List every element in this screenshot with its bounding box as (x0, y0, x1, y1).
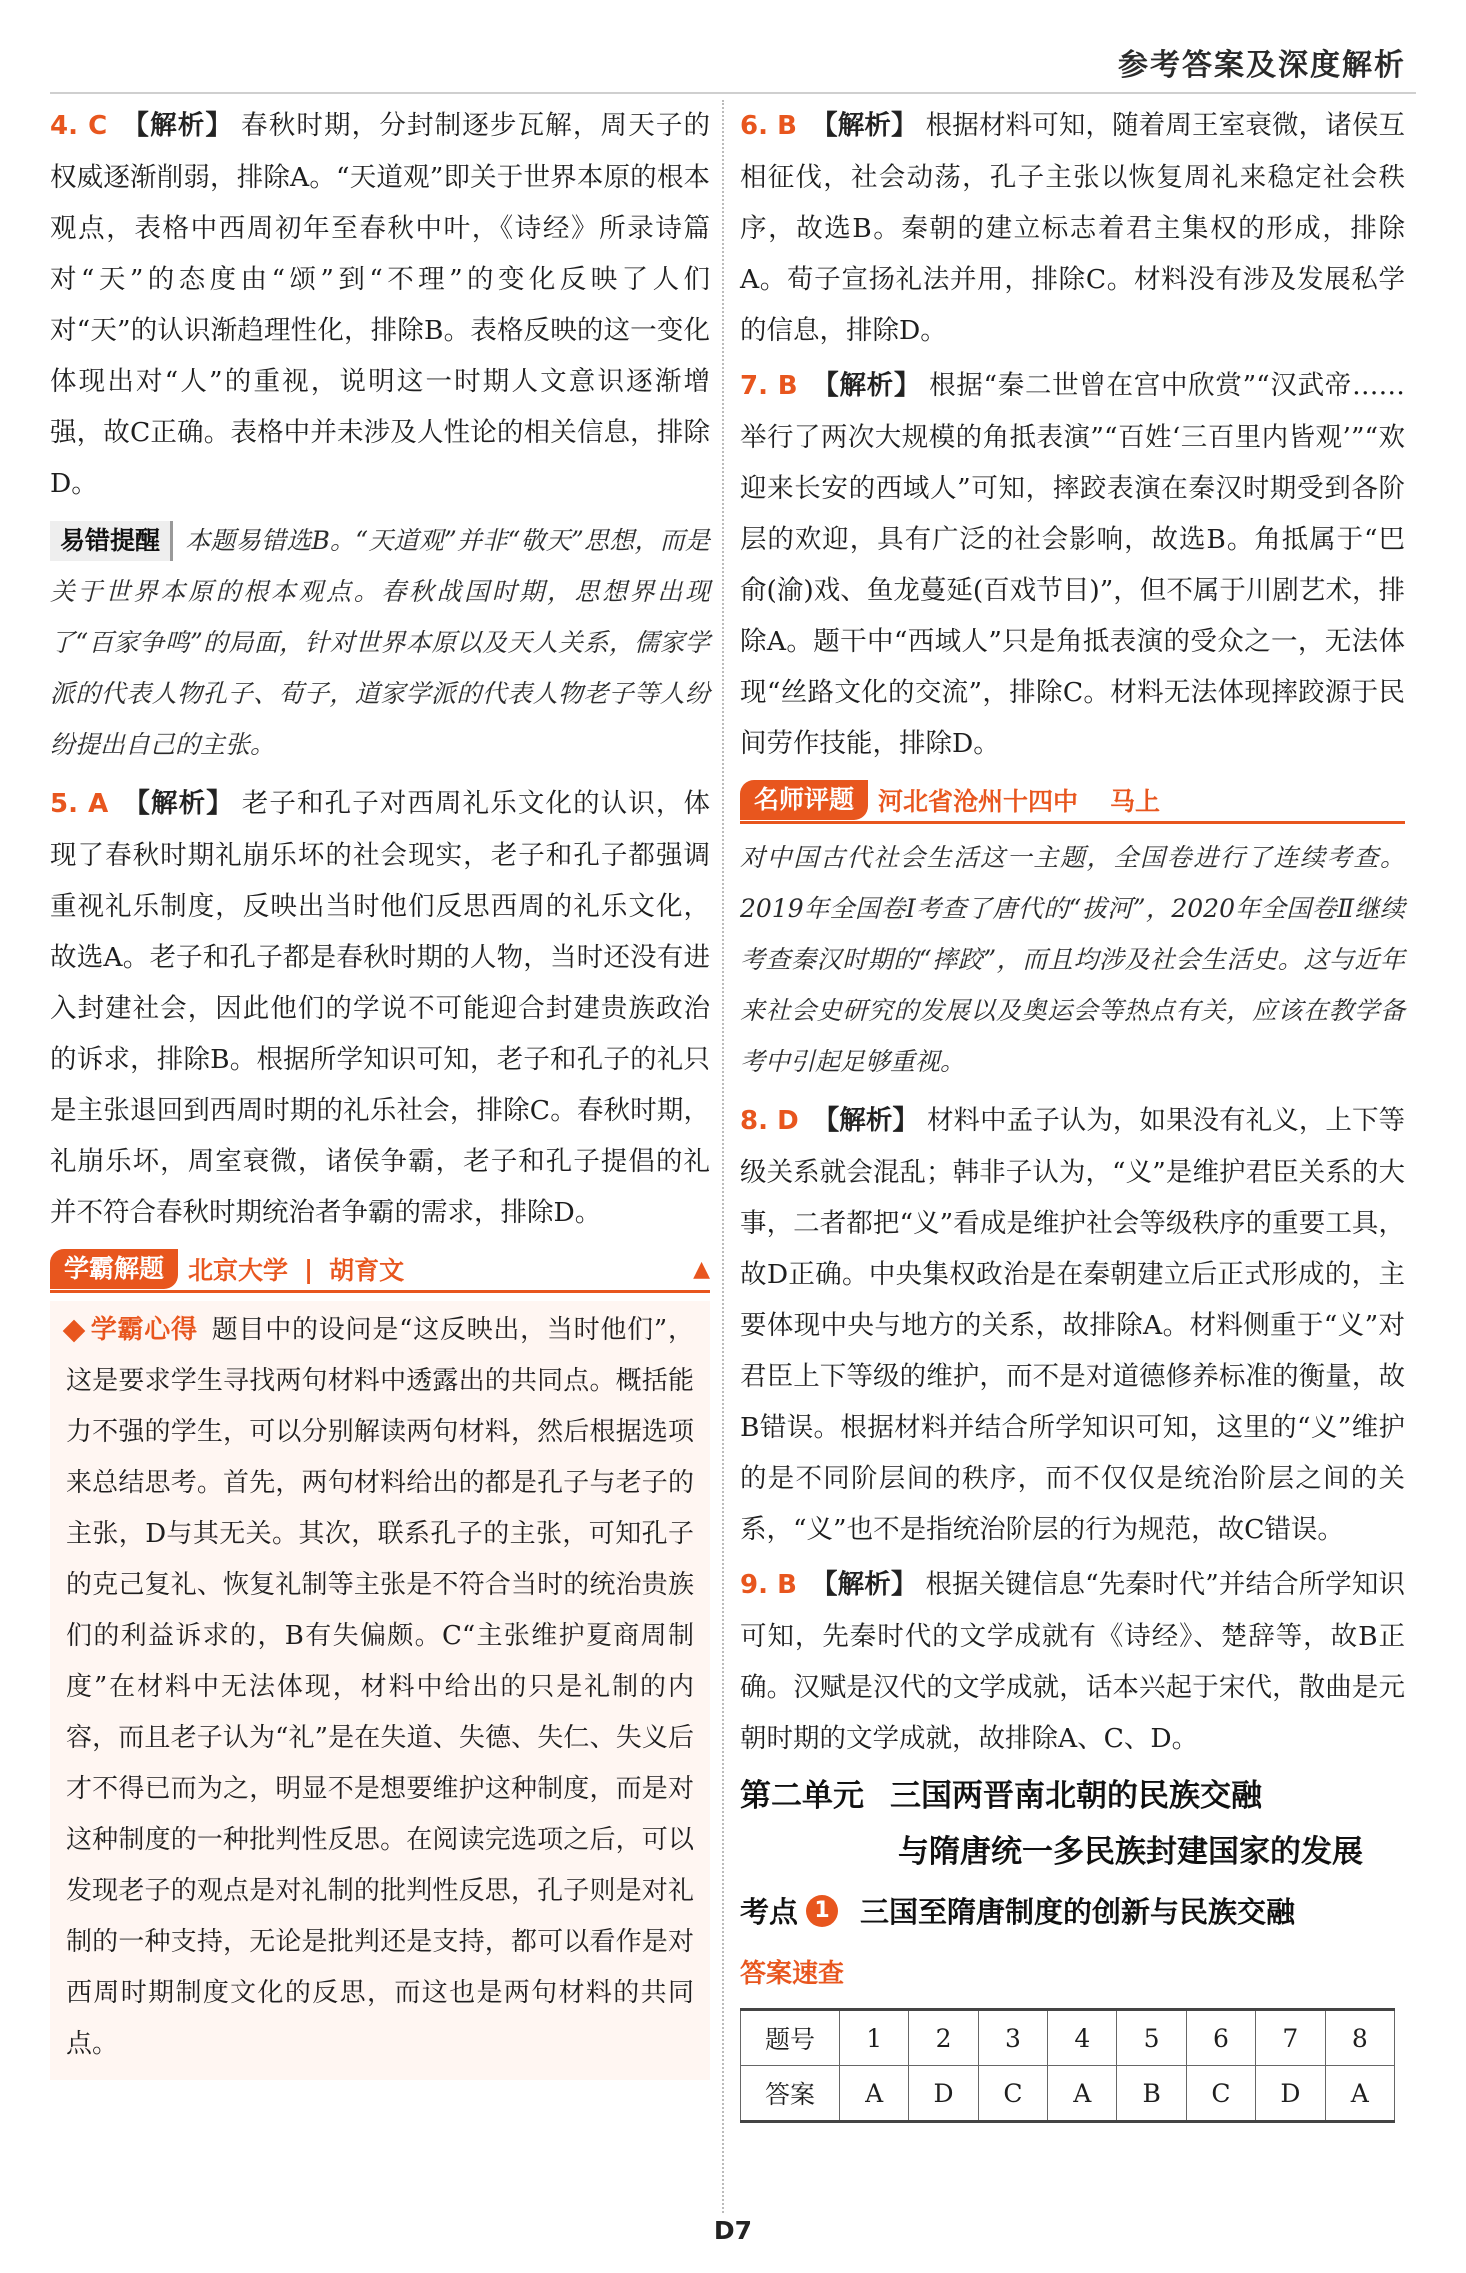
analysis-label: 【解析】 (810, 110, 918, 141)
analysis-label: 【解析】 (122, 788, 234, 819)
table-cell: 1 (840, 2010, 909, 2066)
page-header: 参考答案及深度解析 (1118, 48, 1406, 83)
mingshi-pill: 名师评题 (740, 780, 868, 820)
question-number: 7. B (740, 371, 798, 401)
mingshi-text: 对中国古代社会生活这一主题，全国卷进行了连续考查。2019年全国卷Ⅰ考查了唐代的“拔河”，2020年全国卷Ⅱ继续考查秦汉时期的“摔跤”，而且均涉及社会生活史。这与近年来社会史研究的发展以及奥运会等热点有关，应该在教学备考中引起足够重视。 (740, 843, 1405, 1076)
table-cell: 5 (1117, 2010, 1186, 2066)
analysis-label: 【解析】 (812, 1105, 919, 1136)
analysis-text: 根据关键信息“先秦时代”并结合所学知识可知，先秦时代的文学成就有《诗经》、楚辞等，故B正确。汉赋是汉代的文学成就，话本兴起于宋代，散曲是元朝时期的文学成就，故排除A、C、D。 (740, 1569, 1405, 1754)
mingshi-school: 河北省沧州十四中 (878, 787, 1079, 816)
xueba-label (66, 1315, 198, 1345)
unit-title-line2: 与隋唐统一多民族封建国家的发展 (898, 1834, 1363, 1870)
kaodian-label: 考点 (740, 1895, 799, 1929)
analysis-text: 材料中孟子认为，如果没有礼义，上下等级关系就会混乱；韩非子认为，“义”是维护君臣关系的大事，二者都把“义”看成是维护社会等级秩序的重要工具，故D正确。中央集权政治是在秦朝建立后正式形成的，主要体现中央与地方的关系，故排除A。材料侧重于“义”对君臣上下等级的维护，而不是对道德修养标准的衡量，故B错误。根据材料并结合所学知识可知，这里的“义”维护的是不同阶层间的秩序，而不仅仅是统治阶层之间的关系，“义”也不是指统治阶层的行为规范，故C错误。 (740, 1105, 1406, 1545)
table-cell: 4 (1048, 2010, 1117, 2066)
table-cell: A (1048, 2066, 1117, 2122)
table-cell: 3 (978, 2010, 1047, 2066)
answer-table (740, 2008, 1395, 2123)
table-cell: D (909, 2066, 978, 2122)
analysis-text: 根据材料可知，随着周王室衰微，诸侯互相征伐，社会动荡，孔子主张以恢复周礼来稳定社会秩序，故选B。秦朝的建立标志着君主集权的形成，排除A。荀子宣扬礼法并用，排除C。材料没有涉及发展私学的信息，排除D。 (740, 110, 1406, 346)
header-rule (50, 92, 1416, 94)
analysis-label: 【解析】 (811, 370, 922, 401)
page-number: D7 (713, 2216, 753, 2245)
question-5 (50, 778, 710, 1238)
question-6 (740, 100, 1405, 356)
table-cell: A (1325, 2066, 1394, 2122)
left-column (50, 100, 710, 2080)
table-header-cell: 题号 (741, 2010, 840, 2066)
question-9 (740, 1559, 1405, 1764)
question-number: 4. C (50, 111, 108, 141)
right-column (740, 100, 1405, 2123)
kaodian-number: 1 (806, 1895, 838, 1927)
question-number: 8. D (740, 1106, 799, 1136)
table-cell: B (1117, 2066, 1186, 2122)
unit-number: 第二单元 (740, 1778, 864, 1814)
kaodian-title: 三国至隋唐制度的创新与民族交融 (860, 1895, 1296, 1929)
table-cell: D (1256, 2066, 1325, 2122)
answer-quick-check-label: 答案速查 (740, 1959, 845, 1989)
unit-heading (740, 1768, 1405, 1880)
table-cell: C (978, 2066, 1047, 2122)
question-number: 5. A (50, 789, 109, 819)
error-tip (50, 515, 710, 770)
table-cell: 6 (1186, 2010, 1255, 2066)
question-number: 9. B (740, 1570, 797, 1600)
question-8 (740, 1095, 1405, 1555)
analysis-label: 【解析】 (121, 110, 234, 141)
table-cell: C (1186, 2066, 1255, 2122)
xueba-box (50, 1301, 710, 2080)
error-tip-text: 本题易错选B。“天道观”并非“敬天”思想，而是关于世界本原的根本观点。春秋战国时期，思想界出现了“百家争鸣”的局面，针对世界本原以及天人关系，儒家学派的代表人物孔子、荀子，道家学派的代表人物老子等人纷纷提出自己的主张。 (50, 526, 710, 759)
table-row (741, 2010, 1395, 2066)
table-cell: 7 (1256, 2010, 1325, 2066)
mingshi-name: 马上 (1110, 787, 1161, 816)
error-tip-badge: 易错提醒 (50, 521, 173, 561)
question-4 (50, 100, 710, 509)
kaodian-heading (740, 1890, 1405, 1931)
analysis-text: 根据“秦二世曾在宫中欣赏”“汉武帝……举行了两次大规模的角抵表演”“百姓‘三百里内皆观’”“欢迎来长安的西域人”可知，摔跤表演在秦汉时期受到各阶层的欢迎，具有广泛的社会影响，故选B。角抵属于“巴俞(渝)戏、鱼龙蔓延(百戏节目)”，但不属于川剧艺术，排除A。题干中“西域人”只是角抵表演的受众之一，无法体现“丝路文化的交流”，排除C。材料无法体现摔跤源于民间劳作技能，排除D。 (740, 370, 1405, 759)
analysis-text: 老子和孔子对西周礼乐文化的认识，体现了春秋时期礼崩乐坏的社会现实，老子和孔子都强调重视礼乐制度，反映出当时他们反思西周的礼乐文化，故选A。老子和孔子都是春秋时期的人物，当时还没有进入封建社会，因此他们的学说不可能迎合封建贵族政治的诉求，排除B。根据所学知识可知，老子和孔子的礼只是主张退回到西周时期的礼乐社会，排除C。春秋时期，礼崩乐坏，周室衰微，诸侯争霸，老子和孔子提倡的礼并不符合春秋时期统治者争霸的需求，排除D。 (50, 788, 711, 1228)
xueba-pill: 学霸解题 (50, 1249, 178, 1289)
table-cell: A (840, 2066, 909, 2122)
analysis-text: 春秋时期，分封制逐步瓦解，周天子的权威逐渐削弱，排除A。“天道观”即关于世界本原的根本观点，表格中西周初年至春秋中叶，《诗经》所录诗篇对“天”的态度由“颂”到“不理”的变化反映了人们对“天”的认识渐趋理性化，排除B。表格反映的这一变化体现出对“人”的重视，说明这一时期人文意识逐渐增强，故C正确。表格中并未涉及人性论的相关信息，排除D。 (50, 110, 711, 499)
xueba-banner (50, 1248, 710, 1293)
table-cell: 8 (1325, 2010, 1394, 2066)
xueba-label-text: 学霸心得 (90, 1315, 198, 1345)
xueba-school: 北京大学 (188, 1256, 289, 1285)
analysis-label: 【解析】 (810, 1569, 918, 1600)
mingshi-banner (740, 779, 1405, 824)
xueba-text: 题目中的设问是“这反映出，当时他们”，这是要求学生寻找两句材料中透露出的共同点。概括能力不强的学生，可以分别解读两句材料，然后根据选项来总结思考。首先，两句材料给出的都是孔子与老子的主张，D与其无关。其次，联系孔子的主张，可知孔子的克己复礼、恢复礼制等主张是不符合当时的统治贵族们的利益诉求的，B有失偏颇。C“主张维护夏商周制度”在材料中无法体现，材料中给出的只是礼制的内容，而且老子认为“礼”是在失道、失德、失仁、失义后才不得已而为之，明显不是想要维护这种制度，而是对这种制度的一种批判性反思。在阅读完选项之后，可以发现老子的观点是对礼制的批判性反思，孔子则是对礼制的一种支持，无论是批判还是支持，都可以看作是对西周时期制度文化的反思，而这也是两句材料的共同点。 (66, 1315, 694, 2059)
pen-icon (63, 1319, 86, 1342)
triangle-icon: ▲ (693, 1256, 710, 1282)
table-row (741, 2066, 1395, 2122)
question-number: 6. B (740, 111, 797, 141)
unit-title-line1: 三国两晋南北朝的民族交融 (890, 1778, 1262, 1814)
banner-separator: | (304, 1254, 314, 1284)
xueba-name: 胡育文 (329, 1256, 405, 1285)
question-7 (740, 360, 1405, 769)
column-divider (722, 100, 725, 2213)
table-header-cell: 答案 (741, 2066, 840, 2122)
table-cell: 2 (909, 2010, 978, 2066)
